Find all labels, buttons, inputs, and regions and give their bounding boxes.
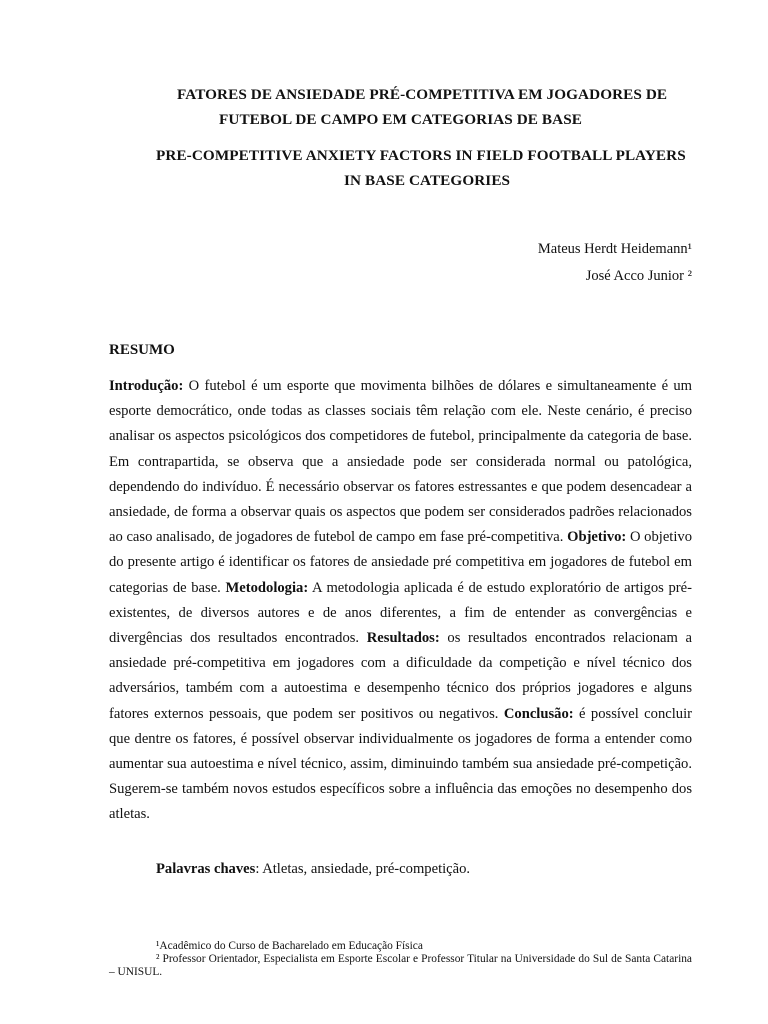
title-en-line1: PRE-COMPETITIVE ANXIETY FACTORS IN FIELD FOOTBALL PLAYERS bbox=[156, 147, 686, 164]
conclusion-label: Conclusão: bbox=[503, 705, 574, 722]
keywords-line bbox=[156, 861, 470, 878]
author-1: Mateus Herdt Heidemann¹ bbox=[537, 241, 692, 257]
intro-label: Introdução: bbox=[109, 378, 184, 394]
footnote-1: ¹Acadêmico do Curso de Bacharelado em Educação Física bbox=[156, 940, 423, 952]
conclusion-text: é possível concluir que dentre os fatores, é possível observar individualmente os jogadores de forma a entender como aumentar sua autoestima e nível técnico, assim, diminuindo também sua ansiedade pré-competição. Sugerem-se também novos estudos específicos sobre a influência das emoções no desempenho dos atletas. bbox=[109, 705, 692, 823]
title-pt-line1: FATORES DE ANSIEDADE PRÉ-COMPETITIVA EM JOGADORES DE bbox=[177, 86, 668, 103]
author-2: José Acco Junior ² bbox=[585, 268, 692, 284]
method-text: A metodologia aplicada é de estudo exploratório de artigos pré-existentes, de diversos autores e de anos diferentes, a fim de entender as convergências e divergências dos resultados encontrados. bbox=[109, 579, 692, 647]
objective-label: Objetivo: bbox=[567, 529, 627, 546]
resumo-heading: RESUMO bbox=[109, 342, 175, 358]
keywords-label: Palavras chaves bbox=[156, 861, 256, 877]
title-pt-line2: FUTEBOL DE CAMPO EM CATEGORIAS DE BASE bbox=[219, 111, 583, 128]
objective-text: O objetivo do presente artigo é identificar os fatores de ansiedade pré competitiva em jogadores de futebol em categorias de base. bbox=[109, 529, 692, 596]
abstract-paragraph bbox=[109, 374, 692, 828]
results-text: os resultados encontrados relacionam a ansiedade pré-competitiva em jogadores com a dificuldade da competição e nível técnico dos adversários, também com a autoestima e desempenho técnico dos próprios jogadores e alguns fatores externos pessoais, que podem ser positivos ou negativos. bbox=[109, 630, 693, 722]
keywords-text: : Atletas, ansiedade, pré-competição. bbox=[255, 861, 471, 877]
title-en-line2: IN BASE CATEGORIES bbox=[344, 172, 511, 189]
footnote-2: ² Professor Orientador, Especialista em Esporte Escolar e Professor Titular na Universidade do Sul de Santa Catarina – UNISUL. bbox=[109, 953, 692, 978]
results-label: Resultados: bbox=[366, 630, 440, 647]
intro-text: O futebol é um esporte que movimenta bilhões de dólares e simultaneamente é um esporte democrático, onde todas as classes sociais têm relação com ele. Neste cenário, é preciso analisar os aspectos psicológicos dos competidores de futebol, principalmente da categoria de base. Em contrapartida, se observa que a ansiedade pode ser considerada normal ou patológica, dependendo do indivíduo. É necessário observar os fatores estressantes e que podem desencadear a ansiedade, de forma a observar quais os aspectos que podem ser considerados padrões relacionados ao caso analisado, de jogadores de futebol de campo em fase pré-competitiva. bbox=[109, 378, 692, 546]
method-label: Metodologia: bbox=[225, 579, 309, 596]
